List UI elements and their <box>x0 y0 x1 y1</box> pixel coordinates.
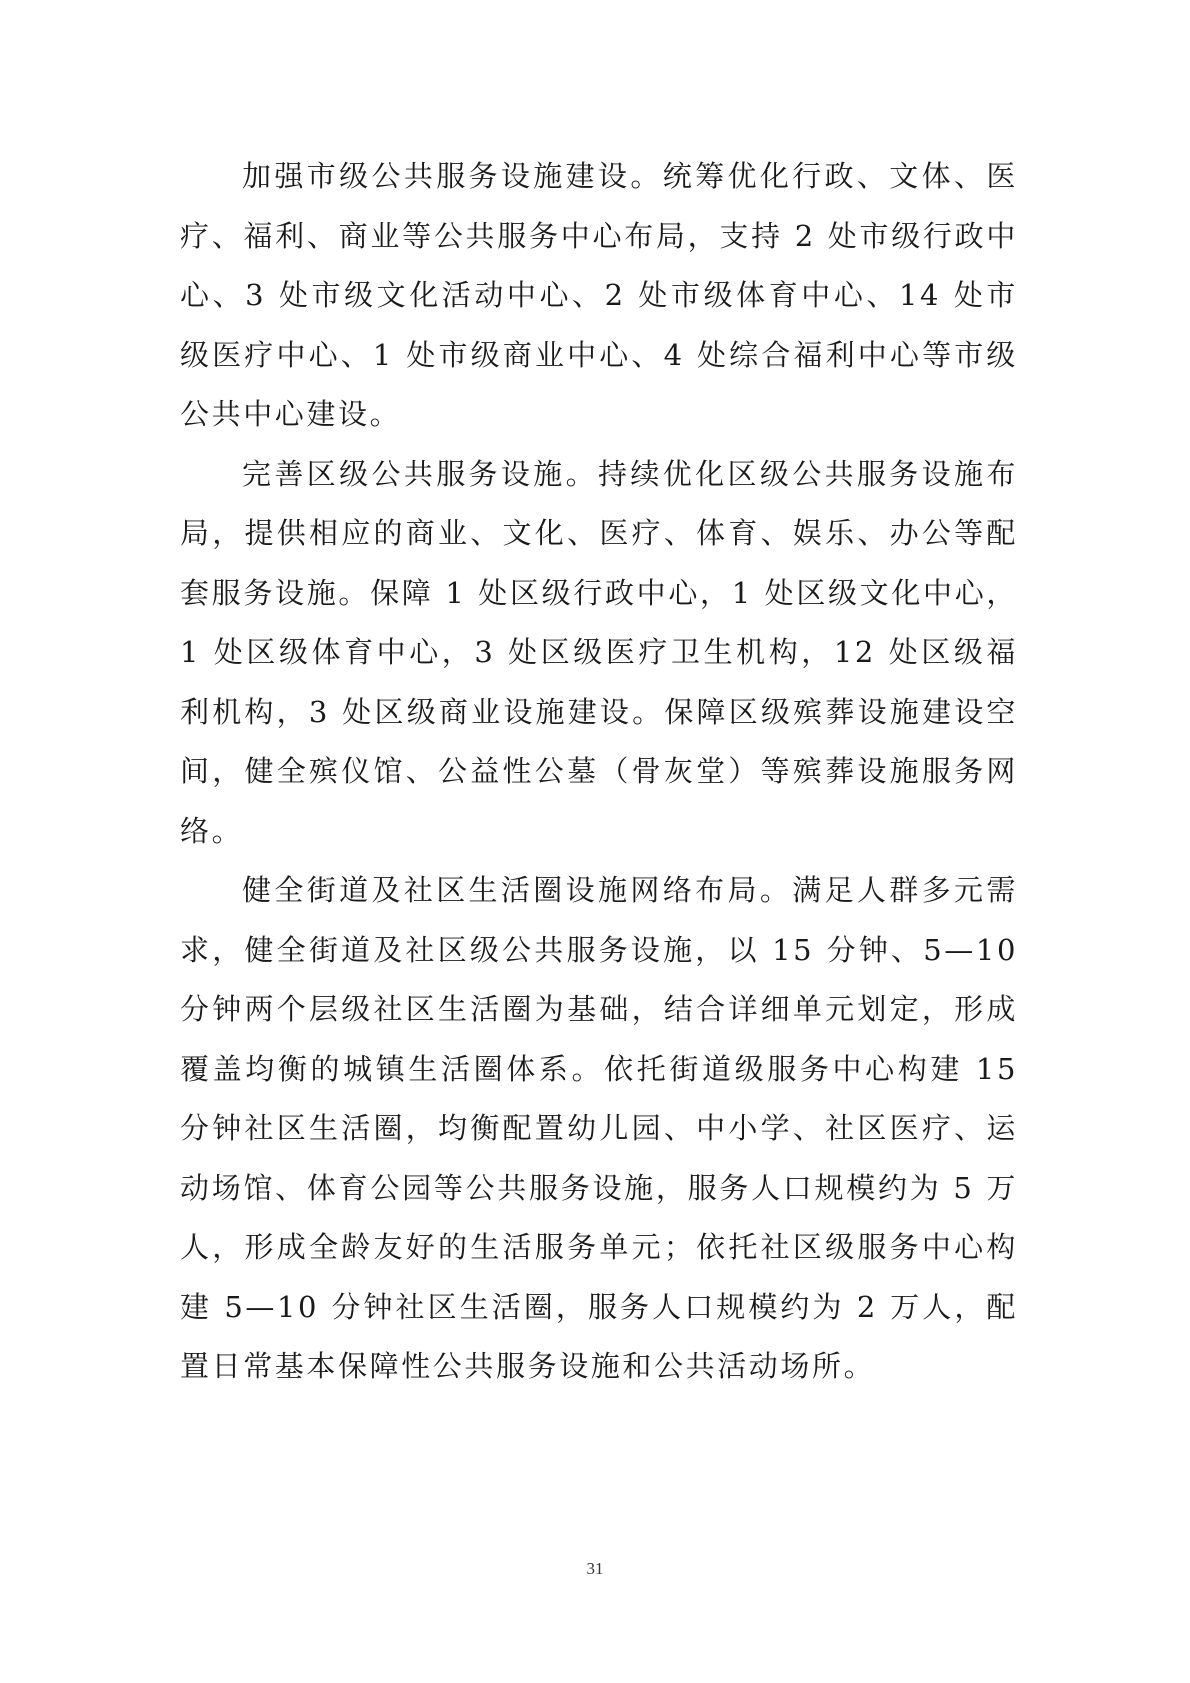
paragraph-community-life-circle: 健全街道及社区生活圈设施网络布局。满足人群多元需求，健全街道及社区级公共服务设施，以 15 分钟、5—10 分钟两个层级社区生活圈为基础，结合详细单元划定，形成覆盖均衡的城镇生活圈体系。依托街道级服务中心构建 15 分钟社区生活圈，均衡配置幼儿园、中小学、社区医疗、运动场馆、体育公园等公共服务设施，服务人口规模约为 5 万人，形成全龄友好的生活服务单元；依托社区级服务中心构建 5—10 分钟社区生活圈，服务人口规模约为 2 万人，配置日常基本保障性公共服务设施和公共活动场所。 <box>180 873 1018 1383</box>
page-number: 31 <box>586 1559 604 1578</box>
document-body <box>180 147 1018 1397</box>
paragraph-district-level-facilities: 完善区级公共服务设施。持续优化区级公共服务设施布局，提供相应的商业、文化、医疗、体育、娱乐、办公等配套服务设施。保障 1 处区级行政中心，1 处区级文化中心，1 处区级体育中心，3 处区级医疗卫生机构，12 处区级福利机构，3 处区级商业设施建设。保障区级殡葬设施建设空间，健全殡仪馆、公益性公墓（骨灰堂）等殡葬设施服务网络。 <box>180 456 1018 848</box>
paragraph-city-level-facilities: 加强市级公共服务设施建设。统筹优化行政、文体、医疗、福利、商业等公共服务中心布局，支持 2 处市级行政中心、3 处市级文化活动中心、2 处市级体育中心、14 处市级医疗中心、1 处市级商业中心、4 处综合福利中心等市级公共中心建设。 <box>180 159 1018 431</box>
